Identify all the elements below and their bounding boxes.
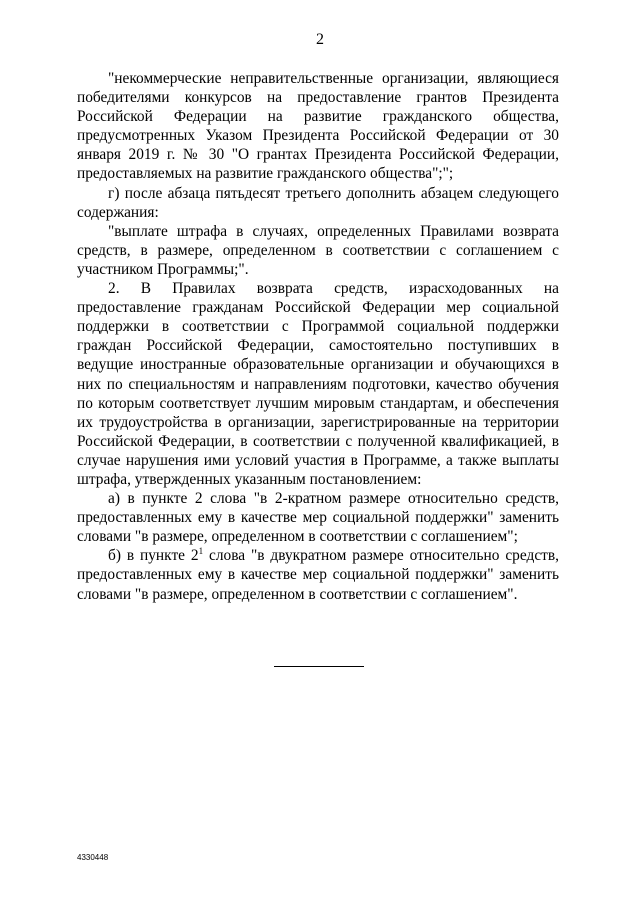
paragraph-fine-text: "выплате штрафа в случаях, определенных Правилами возврата средств, в размере, определенном в соответствии с соглашением с участником Программы;".: [77, 222, 559, 278]
paragraph-item-b-superscript: 1: [198, 546, 204, 557]
paragraph-amendment-text: "некоммерческие неправительственные организации, являющиеся победителями конкурсов на предоставление грантов Президента Российской Федерации на развитие гражданского общества, предусмотренных Указом Президента Российской Федерации от 30 января 2019 г. № 30 "О грантах Президента Российской Федерации, предоставляемых на развитие гражданского общества";";: [77, 70, 559, 183]
paragraph-item-b: [77, 546, 559, 603]
paragraph-item-b-suffix: слова "в двукратном размере относительно средств, предоставленных ему в качестве мер социальной поддержки" заменить словами "в размере, определенном в соответствии с соглашением".: [77, 547, 559, 603]
document-body: [77, 69, 559, 604]
paragraph-item-g: г) после абзаца пятьдесят третьего дополнить абзацем следующего содержания:: [77, 184, 559, 221]
paragraph-item-b-prefix: б) в пункте 2: [108, 547, 199, 565]
separator-line: [274, 666, 364, 667]
page-number: 2: [316, 31, 324, 48]
document-code: 4330448: [77, 853, 109, 862]
paragraph-item-2: 2. В Правилах возврата средств, израсходованных на предоставление гражданам Российской Федерации мер социальной поддержки в соответствии с Программой социальной поддержки граждан Российской Федерации, самостоятельно поступивших в ведущие иностранные образовательные организации и обучающихся в них по специальностям и направлениям подготовки, качество обучения по которым соответствует лучшим мировым стандартам, и обеспечения их трудоустройства в организации, зарегистрированные на территории Российской Федерации, в соответствии с полученной квалификацией, в случае нарушения ими условий участия в Программе, а также выплаты штрафа, утвержденных указанным постановлением:: [77, 280, 559, 488]
paragraph-item-a: а) в пункте 2 слова "в 2-кратном размере относительно средств, предоставленных ему в качестве мер социальной поддержки" заменить словами "в размере, определенном в соответствии с соглашением";: [77, 490, 559, 546]
